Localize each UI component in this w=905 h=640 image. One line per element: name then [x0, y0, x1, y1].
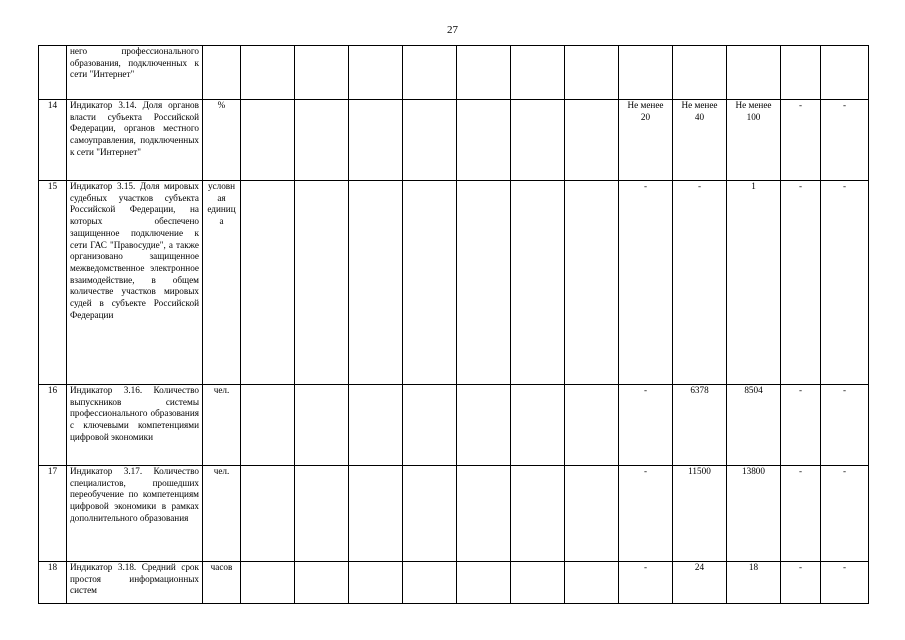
value-cell: -	[781, 181, 821, 385]
value-cell	[457, 466, 511, 562]
value-cell	[511, 100, 565, 181]
value-cell	[403, 46, 457, 100]
value-cell: 11500	[673, 466, 727, 562]
value-cell: -	[619, 562, 673, 604]
value-cell: -	[619, 385, 673, 466]
value-cell	[241, 562, 295, 604]
value-cell	[403, 100, 457, 181]
indicator-name-cell: него профессионального образования, подключенных к сети "Интернет"	[67, 46, 203, 100]
row-number-cell: 14	[39, 100, 67, 181]
value-cell	[727, 46, 781, 100]
value-cell	[565, 181, 619, 385]
value-cell: 18	[727, 562, 781, 604]
table-row	[39, 466, 869, 562]
value-cell	[511, 385, 565, 466]
value-cell: -	[821, 562, 869, 604]
value-cell: 13800	[727, 466, 781, 562]
table-row	[39, 181, 869, 385]
row-number-cell: 17	[39, 466, 67, 562]
value-cell	[349, 466, 403, 562]
value-cell	[673, 46, 727, 100]
value-cell: -	[619, 181, 673, 385]
value-cell	[457, 181, 511, 385]
value-cell	[781, 46, 821, 100]
value-cell	[295, 46, 349, 100]
value-cell	[457, 100, 511, 181]
value-cell: -	[781, 100, 821, 181]
value-cell	[295, 385, 349, 466]
value-cell	[349, 100, 403, 181]
value-cell	[241, 466, 295, 562]
value-cell: -	[619, 466, 673, 562]
value-cell	[565, 562, 619, 604]
table-row	[39, 562, 869, 604]
value-cell	[241, 46, 295, 100]
row-number-cell: 16	[39, 385, 67, 466]
unit-cell	[203, 46, 241, 100]
value-cell	[349, 385, 403, 466]
indicator-name-cell: Индикатор 3.17. Количество специалистов, прошедших переобучение по компетенциям цифровой экономики в рамках дополнительного образования	[67, 466, 203, 562]
value-cell: -	[781, 385, 821, 466]
value-cell	[403, 181, 457, 385]
value-cell: -	[673, 181, 727, 385]
value-cell: -	[781, 466, 821, 562]
value-cell	[241, 100, 295, 181]
value-cell: Не менее 100	[727, 100, 781, 181]
table-row	[39, 385, 869, 466]
indicator-name-cell: Индикатор 3.14. Доля органов власти субъекта Российской Федерации, органов местного самоуправления, подключенных к сети "Интернет"	[67, 100, 203, 181]
value-cell	[349, 46, 403, 100]
indicators-table	[38, 45, 869, 604]
table-body	[39, 46, 869, 604]
value-cell	[821, 46, 869, 100]
value-cell	[349, 181, 403, 385]
value-cell	[511, 181, 565, 385]
value-cell	[295, 100, 349, 181]
value-cell	[511, 562, 565, 604]
unit-cell: чел.	[203, 466, 241, 562]
page-number: 27	[447, 24, 458, 36]
value-cell	[241, 181, 295, 385]
value-cell	[403, 385, 457, 466]
value-cell: Не менее 20	[619, 100, 673, 181]
value-cell	[511, 466, 565, 562]
table-row	[39, 46, 869, 100]
indicator-name-cell: Индикатор 3.15. Доля мировых судебных участков субъекта Российской Федерации, на которых обеспечено защищенное подключение к сети ГАС "Правосудие", а также организовано защищенное межведомственное электронное взаимодействие, в общем количестве участков мировых судей в субъекте Российской Федерации	[67, 181, 203, 385]
row-number-cell: 18	[39, 562, 67, 604]
value-cell	[295, 466, 349, 562]
value-cell	[349, 562, 403, 604]
value-cell: 1	[727, 181, 781, 385]
value-cell: 24	[673, 562, 727, 604]
unit-cell: условная единица	[203, 181, 241, 385]
value-cell	[457, 562, 511, 604]
value-cell	[565, 466, 619, 562]
unit-cell: часов	[203, 562, 241, 604]
value-cell	[403, 466, 457, 562]
row-number-cell	[39, 46, 67, 100]
unit-cell: %	[203, 100, 241, 181]
value-cell	[565, 385, 619, 466]
value-cell	[403, 562, 457, 604]
indicator-name-cell: Индикатор 3.16. Количество выпускников системы профессионального образования с ключевыми компетенциями цифровой экономики	[67, 385, 203, 466]
value-cell: 6378	[673, 385, 727, 466]
value-cell: -	[821, 466, 869, 562]
value-cell	[511, 46, 565, 100]
unit-cell: чел.	[203, 385, 241, 466]
value-cell: -	[821, 100, 869, 181]
value-cell: -	[821, 181, 869, 385]
value-cell: -	[781, 562, 821, 604]
value-cell	[565, 46, 619, 100]
value-cell	[295, 181, 349, 385]
value-cell	[565, 100, 619, 181]
value-cell	[295, 562, 349, 604]
value-cell: 8504	[727, 385, 781, 466]
value-cell: -	[821, 385, 869, 466]
value-cell: Не менее 40	[673, 100, 727, 181]
value-cell	[619, 46, 673, 100]
row-number-cell: 15	[39, 181, 67, 385]
value-cell	[457, 385, 511, 466]
value-cell	[457, 46, 511, 100]
table-row	[39, 100, 869, 181]
value-cell	[241, 385, 295, 466]
indicator-name-cell: Индикатор 3.18. Средний срок простоя информационных систем	[67, 562, 203, 604]
